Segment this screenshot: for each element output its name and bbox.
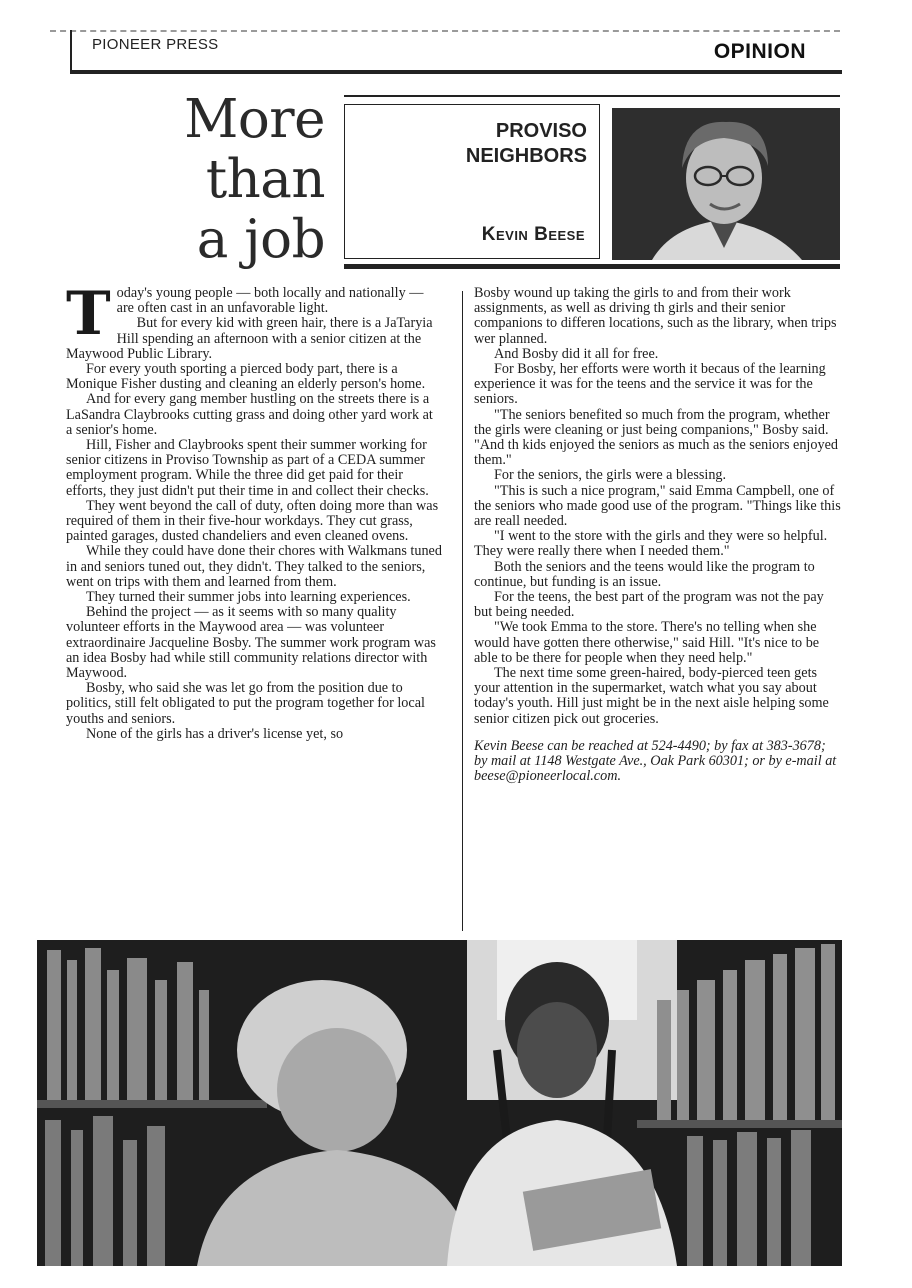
- paragraph: Behind the project — as it seems with so many quality volunteer efforts in the Maywood area — was volunteer extraordinaire Jacqueline Bosby. The summer work program was an idea Bosby had while still community relations director with Maywood.: [66, 604, 436, 682]
- column-author: Kevin Beese: [481, 224, 585, 245]
- paragraph: None of the girls has a driver's license yet, so: [86, 725, 344, 742]
- column-logo-box: [344, 104, 600, 259]
- column-name-line-1: PROVISO: [495, 120, 587, 142]
- section-label: OPINION: [713, 40, 806, 63]
- paragraph: "The seniors benefited so much from the program, whether the girls were cleaning or just being companions," Bosby said. "And th kids enjoyed the seniors as much as the seniors enjoyed them.": [474, 406, 838, 469]
- headline-line-2: than: [205, 149, 325, 210]
- paragraph: Bosby, who said she was let go from the position due to politics, still felt obligated to put the program together for local youths and seniors.: [66, 680, 425, 727]
- paragraph: Hill, Fisher and Claybrooks spent their summer working for senior citizens in Proviso Township as part of a CEDA summer employment program. While the three did get paid for their efforts, they just didn't put their time in and collect their checks.: [66, 437, 429, 499]
- headline: [150, 90, 325, 270]
- paragraph: Both the seniors and the teens would like the program to continue, but funding is an issue.: [474, 558, 815, 590]
- headline-line-1: More: [184, 89, 325, 150]
- column-box-top-rule: [344, 95, 840, 97]
- headline-line-3: a job: [196, 209, 325, 270]
- column-name-line-2: NEIGHBORS: [465, 145, 587, 167]
- paragraph: For Bosby, her efforts were worth it becaus of the learning experience it was for the teens and the service it was for the seniors.: [474, 361, 826, 408]
- drop-cap: T: [66, 279, 111, 349]
- newspaper-name: PIONEER PRESS: [92, 36, 219, 53]
- paragraph: "We took Emma to the store. There's no telling when she would have gotten there otherwise," said Hill. "It's nice to be able to be there for people when they need help.": [474, 619, 820, 666]
- paragraph: The next time some green-haired, body-pierced teen gets your attention in the supermarket, watch what you say about today's youth. Hill just might be in the next aisle helping some senior citizen pick out groceries.: [474, 665, 829, 727]
- paragraph: And for every gang member hustling on the streets there is a LaSandra Claybrooks cutting grass and doing other yard work at a senior's home.: [66, 391, 433, 438]
- paragraph: For the seniors, the girls were a blessing.: [494, 467, 727, 484]
- paragraph: Bosby wound up taking the girls to and from their work assignments, as well as driving th girls and their senior companions to differen locations, such as the library, when trips wer planned.: [474, 285, 837, 347]
- paragraph: For every youth sporting a pierced body part, there is a Monique Fisher dusting and cleaning an elderly person's home.: [66, 361, 426, 393]
- page-header: [70, 30, 842, 74]
- article-column-1: [66, 279, 442, 742]
- paragraph: For the teens, the best part of the program was not the pay but being needed.: [474, 589, 824, 621]
- paragraph: "This is such a nice program," said Emma Campbell, one of the seniors who made good use of the program. "Things like this are reall needed.: [474, 482, 841, 530]
- paragraph: While they could have done their chores with Walkmans tuned in and seniors tuned out, they didn't. They talked to the seniors, went on trips with them and learned from them.: [66, 543, 442, 590]
- column-box-bottom-rule: [344, 264, 840, 269]
- paragraph: They went beyond the call of duty, often doing more than was required of them in their five-hour workdays. They cut grass, painted garages, dusted chandeliers and even cleaned ovens.: [66, 497, 439, 545]
- headshot-image: [612, 108, 840, 260]
- paragraph: And Bosby did it all for free.: [494, 345, 659, 362]
- author-contact-signoff: Kevin Beese can be reached at 524-4490; by fax at 383-3678; by mail at 1148 Westgate Ave., Oak Park 60301; or by e-mail at beese@pioneerlocal.com.: [474, 737, 837, 785]
- paragraph: "I went to the store with the girls and they were so helpful. They were really there when I needed them.": [474, 528, 828, 560]
- library-photo: [37, 940, 842, 1266]
- photo-image: [37, 940, 842, 1266]
- column-divider: [462, 291, 463, 931]
- paragraph: But for every kid with green hair, there is a JaTaryia Hill spending an afternoon with a senior citizen at the Maywood Public Library.: [66, 315, 433, 362]
- paragraph: They turned their summer jobs into learning experiences.: [86, 589, 411, 606]
- article-column-2: [474, 286, 842, 785]
- author-headshot: [612, 108, 840, 260]
- column-name: [387, 119, 587, 169]
- paragraph: oday's young people — both locally and nationally — are often cast in an unfavorable light.: [116, 285, 424, 317]
